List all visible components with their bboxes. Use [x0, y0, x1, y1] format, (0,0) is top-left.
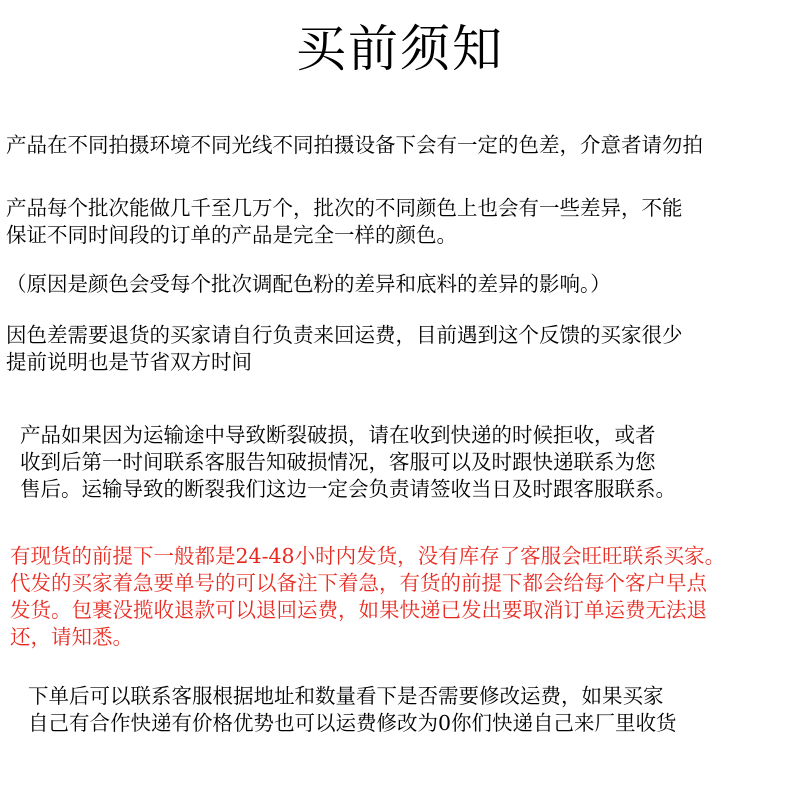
text-line: 提前说明也是节省双方时间: [6, 350, 252, 374]
variation-reason-note: [6, 271, 611, 298]
text-line: 因色差需要退货的买家请自行负责来回运费，目前遇到这个反馈的买家很少: [6, 323, 683, 347]
color-difference-notice: [6, 132, 703, 159]
return-shipping-notice: [6, 322, 683, 376]
damage-in-transit-notice: [20, 422, 676, 503]
text-line: 还，请知悉。: [10, 625, 133, 649]
page-title: 买前须知: [296, 20, 504, 78]
text-line: 代发的买家着急要单号的可以备注下着急，有货的前提下都会给每个客户早点: [10, 571, 707, 595]
text-line: 下单后可以联系客服根据地址和数量看下是否需要修改运费，如果买家: [28, 684, 664, 708]
text-line: （原因是颜色会受每个批次调配色粉的差异和底料的差异的影响。）: [6, 272, 611, 296]
text-line: 产品如果因为运输途中导致断裂破损，请在收到快递的时候拒收，或者: [20, 423, 656, 447]
text-line: 产品在不同拍摄环境不同光线不同拍摄设备下会有一定的色差，介意者请勿拍: [6, 133, 703, 157]
text-line: 收到后第一时间联系客服告知破损情况，客服可以及时跟快递联系为您: [20, 450, 656, 474]
shipping-time-notice: [10, 543, 725, 651]
shipping-fee-notice: [28, 683, 677, 737]
text-line: 售后。运输导致的断裂我们这边一定会负责请签收当日及时跟客服联系。: [20, 477, 676, 501]
text-line: 产品每个批次能做几千至几万个，批次的不同颜色上也会有一些差异，不能: [6, 196, 683, 220]
batch-variation-notice: [6, 195, 683, 249]
text-line: 自己有合作快递有价格优势也可以运费修改为0你们快递自己来厂里收货: [28, 711, 677, 735]
text-line: 保证不同时间段的订单的产品是完全一样的颜色。: [6, 223, 457, 247]
text-line: 有现货的前提下一般都是24-48小时内发货，没有库存了客服会旺旺联系买家。: [10, 544, 726, 568]
text-line: 发货。包裹没揽收退款可以退回运费，如果快递已发出要取消订单运费无法退: [10, 598, 707, 622]
